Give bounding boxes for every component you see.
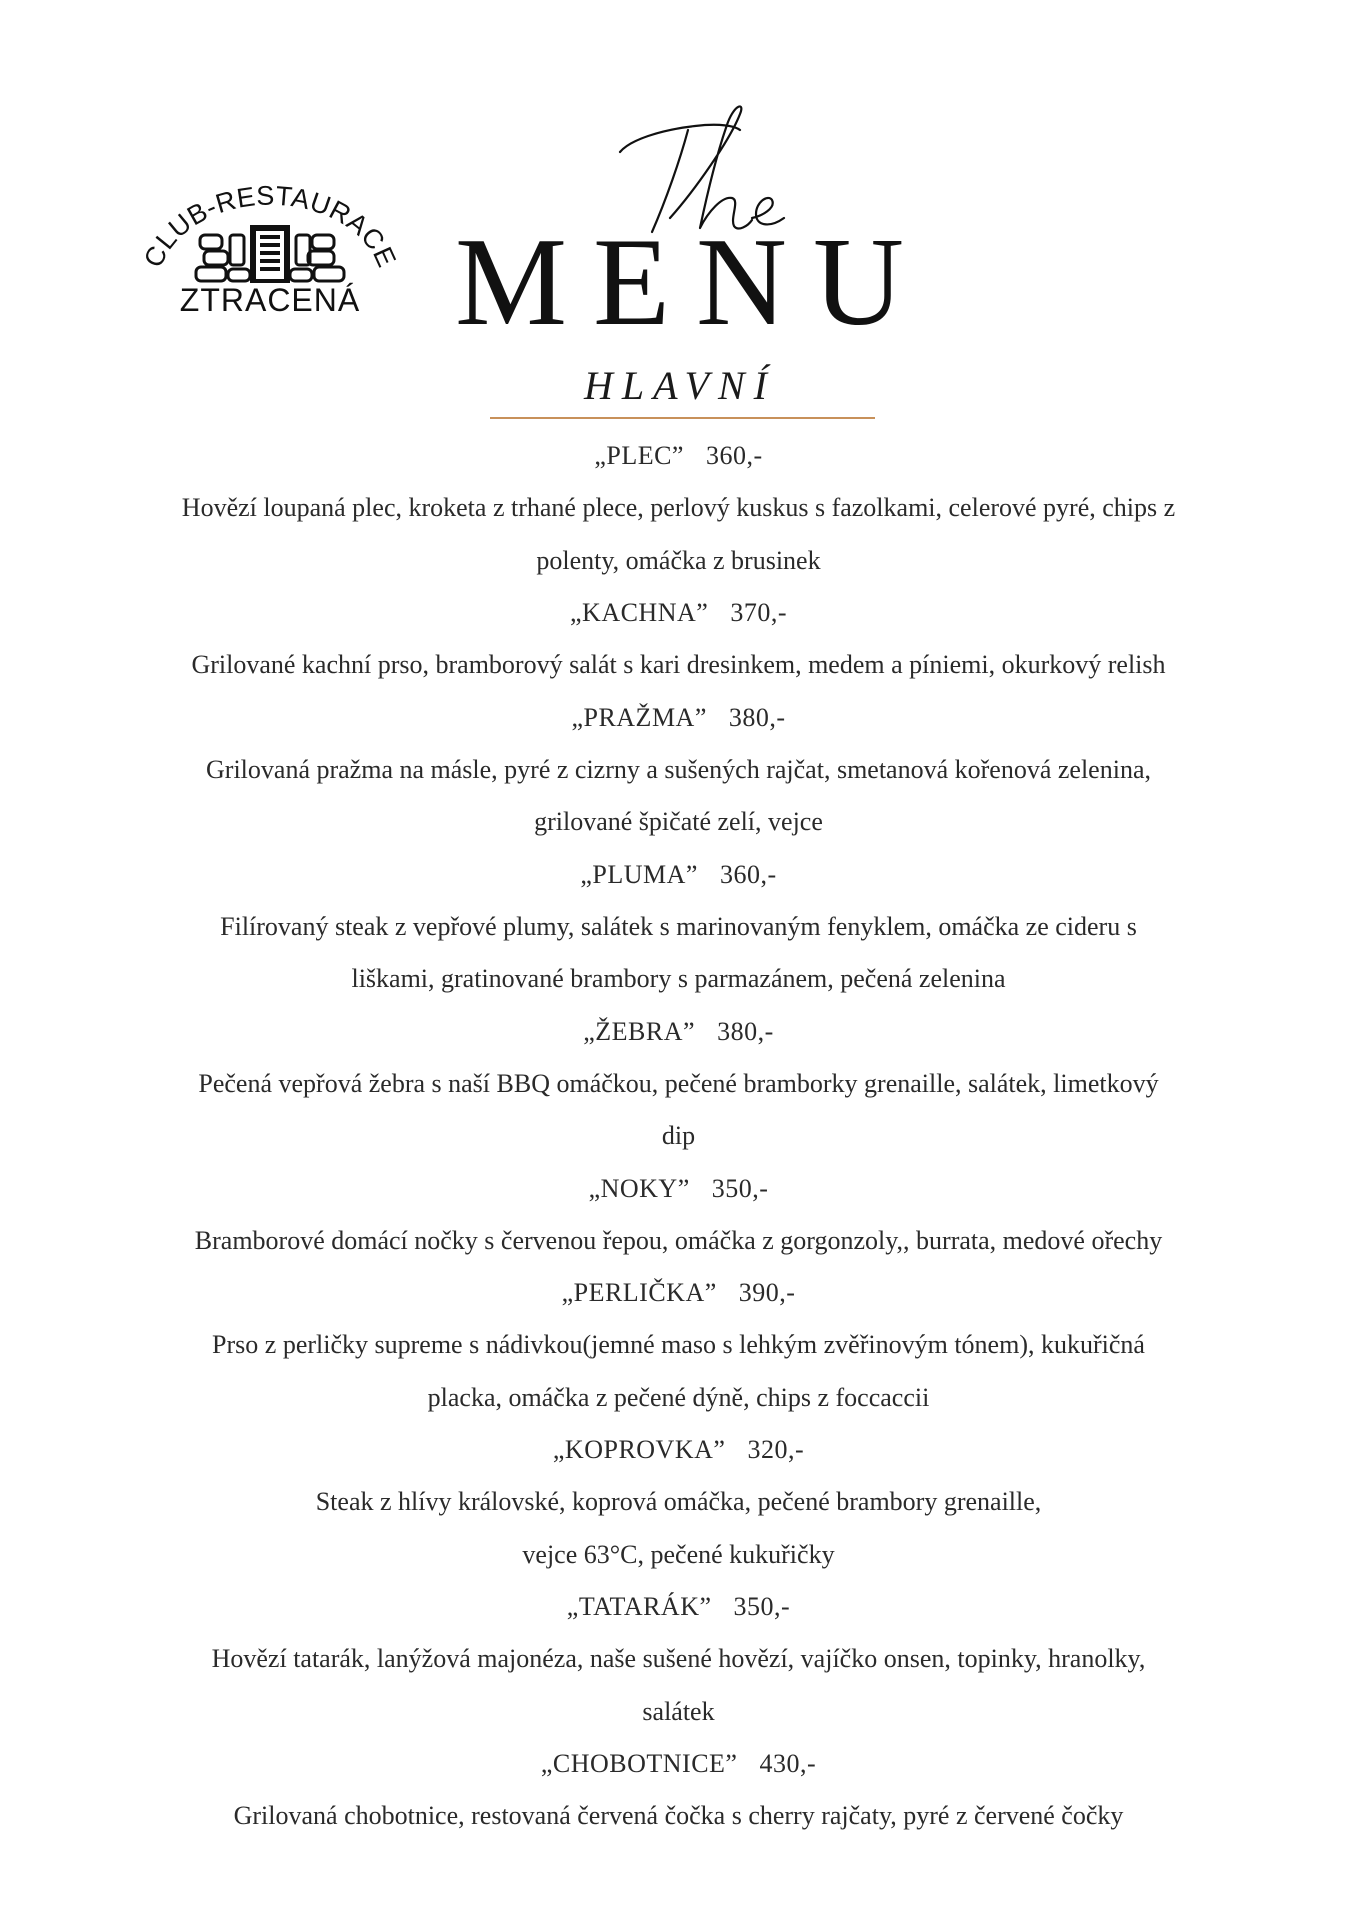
item-description	[120, 1319, 1237, 1424]
item-name: „PERLIČKA”	[561, 1278, 717, 1307]
menu-item	[120, 1581, 1237, 1738]
item-name: „TATARÁK”	[566, 1592, 712, 1621]
logo-graphic	[140, 175, 400, 315]
item-description	[120, 901, 1237, 1006]
item-description-line: liškami, gratinované brambory s parmazánem, pečená zelenina	[351, 964, 1006, 993]
item-price: 390,-	[738, 1278, 796, 1307]
item-description-line: Pečená vepřová žebra s naší BBQ omáčkou, pečené bramborky grenaille, salátek, limetkový	[198, 1068, 1159, 1098]
item-description	[120, 1058, 1237, 1163]
item-price: 350,-	[733, 1592, 791, 1621]
item-title	[120, 1424, 1237, 1476]
item-price: 320,-	[747, 1435, 805, 1464]
item-name: „NOKY”	[588, 1173, 690, 1203]
item-description-line: Steak z hlívy královské, koprová omáčka, pečené brambory grenaille,	[315, 1487, 1042, 1516]
logo-name: ZTRACENÁ	[179, 282, 361, 315]
item-description-line: grilované špičaté zelí, vejce	[534, 807, 823, 836]
logo-arc-text: CLUB-RESTAURACE	[140, 180, 400, 272]
item-title	[120, 587, 1237, 639]
menu-item	[120, 692, 1237, 849]
item-price: 350,-	[711, 1173, 769, 1203]
item-title	[120, 1267, 1237, 1319]
item-description	[120, 482, 1237, 587]
item-description-line: Prso z perličky supreme s nádivkou(jemné maso s lehkým zvěřinovým tónem), kukuřičná	[212, 1330, 1145, 1359]
item-title	[120, 430, 1237, 482]
item-title	[120, 849, 1237, 901]
section-divider	[490, 417, 875, 419]
item-description	[120, 1633, 1237, 1738]
menu-item	[120, 849, 1237, 1006]
item-description-line: polenty, omáčka z brusinek	[536, 545, 821, 575]
item-description-line: Filírovaný steak z vepřové plumy, salátek s marinovaným fenyklem, omáčka ze cideru s	[220, 911, 1137, 941]
item-price: 370,-	[730, 598, 787, 627]
item-description	[120, 744, 1237, 849]
item-name: „PLEC”	[594, 441, 684, 470]
item-name: „CHOBOTNICE”	[540, 1749, 738, 1778]
menu-title: MENU	[455, 213, 930, 352]
item-description-line: Hovězí loupaná plec, kroketa z trhané plece, perlový kuskus s fazolkami, celerové pyré, chips z	[181, 493, 1176, 522]
item-price: 360,-	[705, 441, 763, 470]
item-price: 380,-	[728, 702, 786, 732]
section-title: HLAVNÍ	[583, 363, 776, 408]
item-title	[120, 1738, 1237, 1790]
item-name: „KACHNA”	[570, 598, 709, 627]
item-description	[120, 1790, 1237, 1843]
menu-item	[120, 1424, 1237, 1581]
item-description-line: Grilovaná chobotnice, restovaná červená čočka s cherry rajčaty, pyré z červené čočky	[233, 1801, 1124, 1830]
item-title	[120, 1006, 1237, 1058]
menu-item	[120, 1163, 1237, 1268]
menu-item	[120, 1006, 1237, 1163]
item-description-line: Hovězí tatarák, lanýžová majonéza, naše sušené hovězí, vajíčko onsen, topinky, hranolky,	[211, 1644, 1146, 1673]
item-description	[120, 1215, 1237, 1268]
item-description-line: Bramborové domácí nočky s červenou řepou, omáčka z gorgonzoly,, burrata, medové ořechy	[194, 1225, 1163, 1255]
menu-item	[120, 430, 1237, 587]
item-description	[120, 639, 1237, 692]
item-description-line: Grilovaná pražma na másle, pyré z cizrny a sušených rajčat, smetanová kořenová zelenina,	[206, 754, 1151, 784]
item-description-line: Grilované kachní prso, bramborový salát s kari dresinkem, medem a píniemi, okurkový relish	[191, 650, 1166, 679]
item-price: 380,-	[717, 1016, 774, 1046]
item-name: „ŽEBRA”	[583, 1016, 696, 1046]
menu-item	[120, 587, 1237, 692]
item-title	[120, 1581, 1237, 1633]
menu-item	[120, 1738, 1237, 1843]
logo-door-icon	[250, 225, 290, 283]
item-title	[120, 692, 1237, 744]
item-name: „PRAŽMA”	[571, 702, 707, 732]
item-description-line: salátek	[642, 1696, 715, 1726]
item-price: 430,-	[759, 1749, 817, 1778]
menu-item	[120, 1267, 1237, 1424]
item-description	[120, 1476, 1237, 1581]
item-title	[120, 1163, 1237, 1215]
menu-items-list	[120, 430, 1237, 1843]
item-price: 360,-	[719, 859, 777, 889]
item-description-line: vejce 63°C, pečené kukuřičky	[522, 1539, 835, 1569]
item-name: „KOPROVKA”	[552, 1435, 726, 1464]
restaurant-logo	[140, 175, 400, 315]
item-name: „PLUMA”	[580, 859, 698, 889]
item-description-line: placka, omáčka z pečené dýně, chips z foccaccii	[427, 1382, 930, 1412]
item-description-line: dip	[661, 1121, 696, 1150]
